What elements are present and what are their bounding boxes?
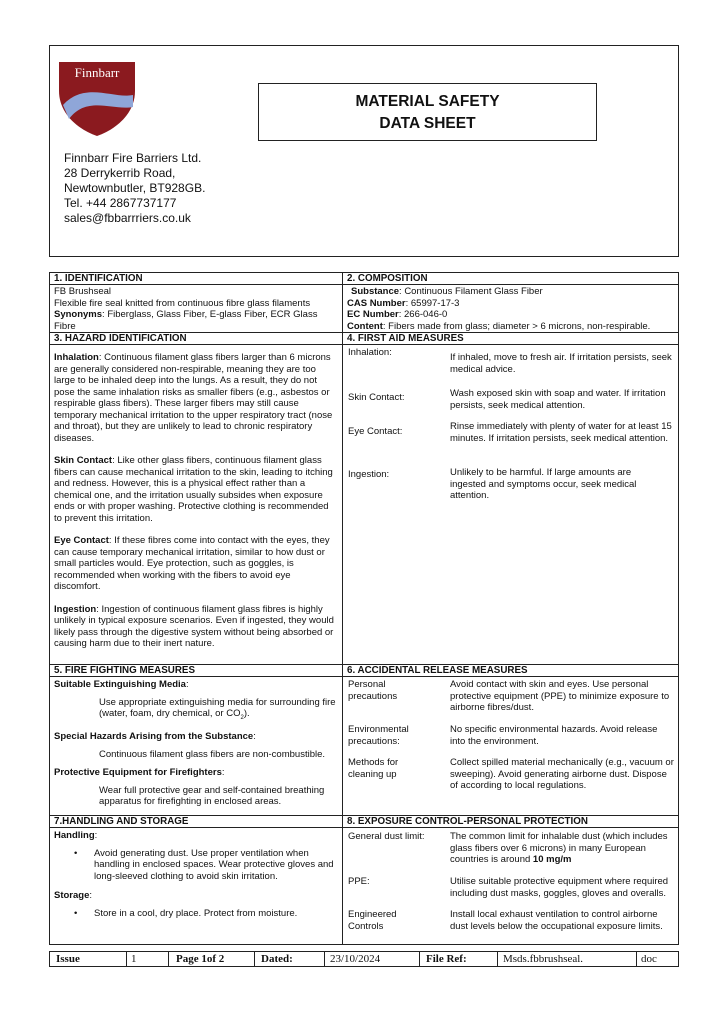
release-label: Methods for cleaning up [348,757,399,780]
release-text: Collect spilled material mechanically (e.g., vacuum or sweeping). Avoid generating airborne dust. Dispose of according to local regulations. [450,757,674,791]
footer-divider [254,951,255,967]
footer-divider [636,951,637,967]
first-aid-text: Rinse immediately with plenty of water for at least 15 minutes. If irritation persists, seek medical attention. [450,421,672,444]
hazard-inhalation: Inhalation: Continuous filament glass fibers larger than 6 microns are generally considered non-respirable, meaning they are too large to be inhaled deep into the lungs. As a result, they do not pose the same inhalation risks as smaller fibers (e.g., asbestos or respirable glass fibers). These larger fibers may still cause temporary mechanical irritation to the upper respiratory tract (nose and throat), but they are unlikely to lead to chronic respiratory diseases. [54,352,333,444]
hazard-skin: Skin Contact: Like other glass fibers, continuous filament glass fibers can cause mechanical irritation to the skin, leading to itching and redness. However, this is a physical effect rather than a chemical one, and the irritation usually subsides when exposure ends or with proper washing. Protective clothing is recommended to prevent this irritation. [54,455,333,524]
first-aid-text: Unlikely to be harmful. If large amounts are ingested and symptoms occur, seek medical attention. [450,467,637,501]
section-heading: 7.HANDLING AND STORAGE [54,816,189,827]
footer-divider [126,951,127,967]
title-line-2: DATA SHEET [379,115,476,132]
fire-fighting-content [54,679,338,808]
exposure-label: Engineered Controls [348,909,397,932]
cas-number: CAS Number: 65997-17-3 [347,297,460,309]
issue-value: 1 [131,953,137,965]
file-ref-extension: doc [641,953,657,965]
section-heading: 1. IDENTIFICATION [54,273,143,284]
footer-divider [419,951,420,967]
exposure-text: The common limit for inhalable dust (which includes glass fibers over 6 microns) in many European countries is around 10 mg/m [450,831,668,865]
release-text: Avoid contact with skin and eyes. Use personal protective equipment (PPE) to minimize exposure to airborne fibres/dust. [450,679,670,713]
logo-text: Finnbarr [74,65,120,80]
hazard-content [54,352,338,661]
footer-divider [497,951,498,967]
section-heading: 3. HAZARD IDENTIFICATION [54,333,187,344]
column-divider [342,272,343,945]
section-heading: 5. FIRE FIGHTING MEASURES [54,665,195,676]
company-logo [57,61,137,137]
address-line: 28 Derrykerrib Road, [64,166,176,180]
identification-content [54,286,338,332]
composition-content [347,286,675,332]
special-hazards-label: Special Hazards Arising from the Substance: [54,731,256,743]
first-aid-text: Wash exposed skin with soap and water. If irritation persists, seek medical attention. [450,388,666,411]
special-hazards-text: Continuous filament glass fibers are non-combustible. [99,748,326,760]
extinguishing-media-label: Suitable Extinguishing Media: [54,679,189,690]
handling-label: Handling: [54,830,98,841]
address-line: Newtownbutler, BT928GB. [64,181,206,195]
section-heading: 2. COMPOSITION [347,273,428,284]
section-heading: 4. FIRST AID MEASURES [347,333,464,344]
company-address [64,151,205,226]
document-title [258,91,597,135]
exposure-label: General dust limit: [348,831,425,842]
release-text: No specific environmental hazards. Avoid release into the environment. [450,724,658,747]
address-line: Tel. +44 2867737177 [64,196,177,210]
storage-item: • Store in a cool, dry place. Protect from moisture. [74,907,298,919]
extinguishing-media-text: Use appropriate extinguishing media for surrounding fire (water, foam, dry chemical, or $CO_2$). [99,696,336,721]
bullet-icon: • [74,847,78,859]
first-aid-text: If inhaled, move to fresh air. If irritation persists, seek medical advice. [450,352,672,375]
exposure-text: Utilise suitable protective equipment where required including dust masks, goggles, gloves and overalls. [450,876,669,899]
release-label: Personal precautions [348,679,398,702]
handling-content [54,830,338,919]
section-heading: 6. ACCIDENTAL RELEASE MEASURES [347,665,528,676]
dated-label: Dated: [261,953,293,965]
product-name: FB Brushseal [54,286,112,297]
hazard-ingestion: Ingestion: Ingestion of continuous filament glass fibres is highly unlikely in typical exposure scenarios. Even if ingested, they would likely pass through the digestive system without being absorbed or causing harm due to their inert nature. [54,603,334,649]
synonyms: Synonyms: Fiberglass, Glass Fiber, E-glass Fiber, ECR Glass Fibre [54,309,318,332]
content: Content: Fibers made from glass; diameter > 6 microns, non-respirable. [347,320,651,332]
substance: Substance: Continuous Filament Glass Fiber [351,286,543,297]
address-line: sales@fbbarrriers.co.uk [64,211,191,225]
address-line: Finnbarr Fire Barriers Ltd. [64,151,202,165]
hazard-eye: Eye Contact: If these fibres come into contact with the eyes, they can cause temporary mechanical irritation, similar to how dust or small particles would. Eye protection, such as goggles, is recommended when working with the fibers to avoid eye discomfort. [54,535,330,592]
first-aid-label: Eye Contact: [348,426,403,437]
bullet-icon: • [74,907,78,919]
dated-value: 23/10/2024 [330,953,381,965]
first-aid-label: Ingestion: [348,469,390,480]
shield-logo-icon [57,61,137,137]
exposure-text: Install local exhaust ventilation to control airborne dust levels below the occupational exposure limits. [450,909,663,932]
file-ref-value: Msds.fbbrushseal. [503,953,584,965]
first-aid-label: Inhalation: [348,347,392,358]
section-heading: 8. EXPOSURE CONTROL-PERSONAL PROTECTION [347,816,588,827]
handling-item: • Avoid generating dust. Use proper ventilation when handling in enclosed spaces. Wear protective gloves and long-sleeved clothing to avoid skin irritation. [74,847,334,882]
storage-label: Storage: [54,890,93,901]
file-ref-label: File Ref: [426,953,467,965]
footer-divider [324,951,325,967]
page-number: Page 1of 2 [176,953,225,965]
footer-divider [168,951,169,967]
protective-equipment-label: Protective Equipment for Firefighters: [54,767,225,779]
protective-equipment-text: Wear full protective gear and self-contained breathing apparatus for firefighting in enclosed areas. [99,784,325,808]
ec-number: EC Number: 266-046-0 [347,309,448,320]
first-aid-label: Skin Contact: [348,392,405,403]
product-description: Flexible fire seal knitted from continuous fibre glass filaments [54,297,311,309]
exposure-label: PPE: [348,876,370,887]
release-label: Environmental precautions: [348,724,409,747]
title-line-1: MATERIAL SAFETY [355,93,500,110]
issue-label: Issue [56,953,80,965]
